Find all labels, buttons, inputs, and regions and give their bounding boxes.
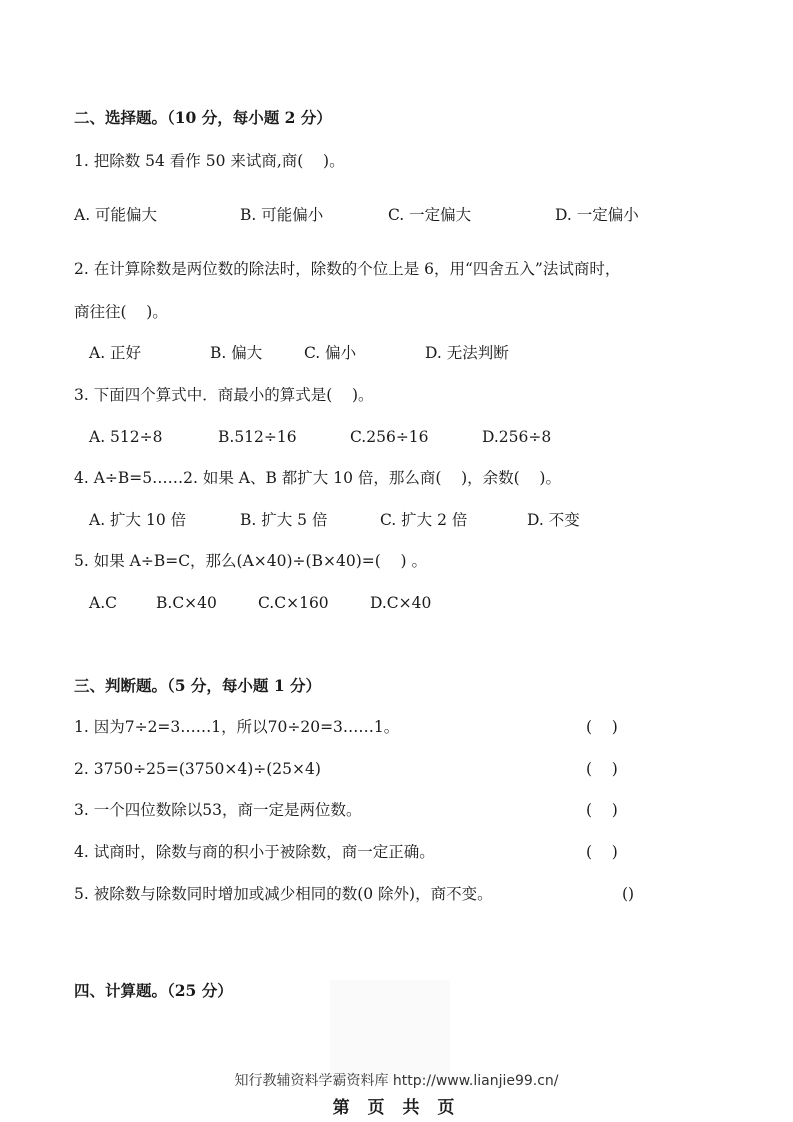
- judge-item-4-text: 4. 试商时，除数与商的积小于被除数，商一定正确。: [74, 843, 435, 861]
- footer-source-watermark: 知行教辅资料学霸资料库 http://www.lianjie99.cn/: [234, 1073, 559, 1089]
- judge-item-4-answer-blank: ( ): [586, 843, 618, 861]
- question-2-2-text-cont: 商往往( )。: [74, 303, 168, 321]
- option-2-3-d: D.256÷8: [482, 428, 552, 446]
- option-2-5-a: A.C: [89, 594, 117, 612]
- judge-item-1-answer-blank: ( ): [586, 718, 618, 736]
- judge-item-2-answer-blank: ( ): [586, 760, 618, 778]
- option-2-5-b: B.C×40: [156, 594, 217, 612]
- question-2-3-text: 3. 下面四个算式中．商最小的算式是( )。: [74, 386, 374, 404]
- option-2-4-d: D. 不变: [527, 511, 580, 529]
- option-2-1-d: D. 一定偏小: [555, 206, 639, 224]
- option-2-2-a: A. 正好: [89, 344, 142, 362]
- judge-item-5-text: 5. 被除数与除数同时增加或减少相同的数(0 除外)，商不变。: [74, 885, 493, 903]
- option-2-1-b: B. 可能偏小: [240, 206, 324, 224]
- scan-smudge: [330, 980, 450, 1080]
- question-2-2-text: 2. 在计算除数是两位数的除法时，除数的个位上是 6，用“四舍五入”法试商时，: [74, 260, 621, 278]
- section-2-heading: 二、选择题。（10 分，每小题 2 分）: [74, 108, 332, 127]
- option-2-4-b: B. 扩大 5 倍: [240, 511, 328, 529]
- judge-item-2-text: 2. 3750÷25=(3750×4)÷(25×4): [74, 760, 321, 778]
- option-2-2-b: B. 偏大: [210, 344, 263, 362]
- option-2-1-c: C. 一定偏大: [388, 206, 472, 224]
- option-2-3-a: A. 512÷8: [89, 428, 163, 446]
- option-2-4-a: A. 扩大 10 倍: [89, 511, 187, 529]
- option-2-5-d: D.C×40: [370, 594, 432, 612]
- judge-item-1-text: 1. 因为7÷2=3……1，所以70÷20=3……1。: [74, 718, 400, 736]
- question-2-1-text: 1. 把除数 54 看作 50 来试商,商( )。: [74, 152, 345, 170]
- option-2-1-a: A. 可能偏大: [74, 206, 158, 224]
- judge-item-3-text: 3. 一个四位数除以53，商一定是两位数。: [74, 801, 362, 819]
- option-2-3-c: C.256÷16: [350, 428, 429, 446]
- option-2-4-c: C. 扩大 2 倍: [380, 511, 468, 529]
- option-2-2-d: D. 无法判断: [425, 344, 509, 362]
- option-2-5-c: C.C×160: [258, 594, 329, 612]
- judge-item-5-answer-blank: (): [622, 885, 635, 903]
- judge-item-3-answer-blank: ( ): [586, 801, 618, 819]
- section-4-heading: 四、计算题。（25 分）: [74, 981, 233, 1000]
- question-2-5-text: 5. 如果 A÷B=C，那么(A×40)÷(B×40)=( ) 。: [74, 552, 427, 570]
- section-3-heading: 三、判断题。（5 分，每小题 1 分）: [74, 676, 322, 695]
- footer-page-number: 第 页 共 页: [332, 1098, 461, 1118]
- question-2-4-text: 4. A÷B=5……2. 如果 A、B 都扩大 10 倍，那么商( )，余数( )。: [74, 469, 561, 487]
- option-2-3-b: B.512÷16: [218, 428, 297, 446]
- option-2-2-c: C. 偏小: [304, 344, 357, 362]
